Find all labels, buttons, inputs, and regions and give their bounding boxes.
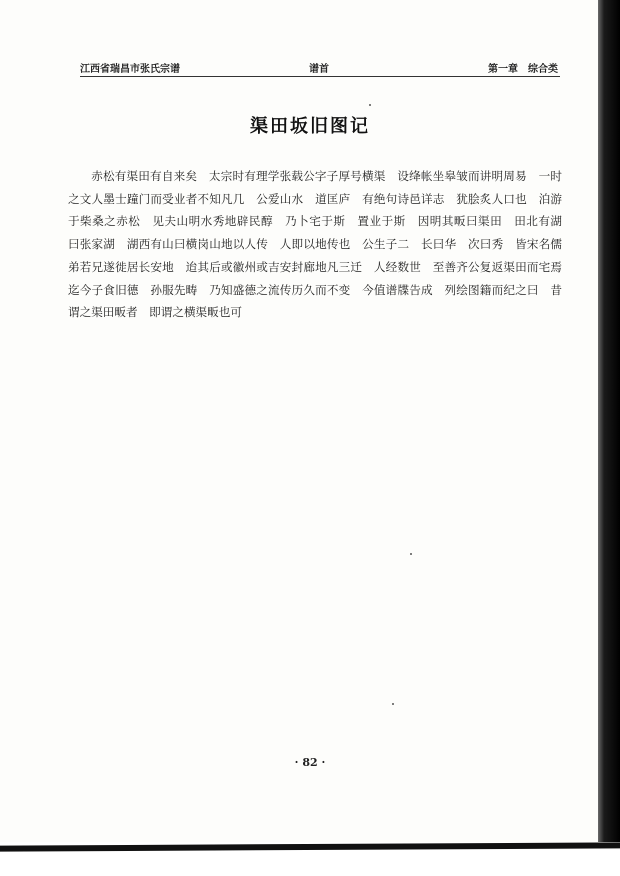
page-number: · 82 · <box>294 756 326 769</box>
header-genealogy-title: 江西省瑞昌市张氏宗谱 <box>80 64 180 75</box>
article-body: 赤松有渠田有自来矣 太宗时有理学张载公字子厚号横渠 设绛帐坐皋皱而讲明周易 一时之文人墨士蹱门而受业者不知凡几 公爱山水 道匡庐 有绝句诗邑详志 犹脍炙人口也 泊游于柴桑之赤松 见夫山明水秀地辟民醇 乃卜宅于斯 置业于斯 因明其畈曰渠田 田北有湖 曰张家湖 湖西有山曰横岗山地以人传 人即以地传也 公生子二 长曰华 次曰秀 皆宋名儒 弟若兄遂徙居长安地 迨其后或徽州或吉安封廊地凡三迁 人经数世 至善齐公复返渠田而宅焉 迄今子食旧德 孙服先畴 乃知盛德之流传历久而不变 今值谱牒告成 列绘图籍而纪之曰 昔谓之渠田畈者 即谓之横渠畈也可 <box>68 169 574 320</box>
header-divider <box>80 76 560 77</box>
header-chapter: 第一章 综合类 <box>488 64 558 75</box>
header-section: 谱首 <box>309 64 329 75</box>
scan-speck <box>410 553 412 555</box>
article-title: 渠田坂旧图记 <box>250 116 370 137</box>
scan-speck <box>392 703 394 705</box>
scan-border-bottom <box>0 842 620 876</box>
running-header <box>80 58 558 76</box>
scan-speck <box>369 104 371 106</box>
scan-border-right <box>598 0 620 876</box>
